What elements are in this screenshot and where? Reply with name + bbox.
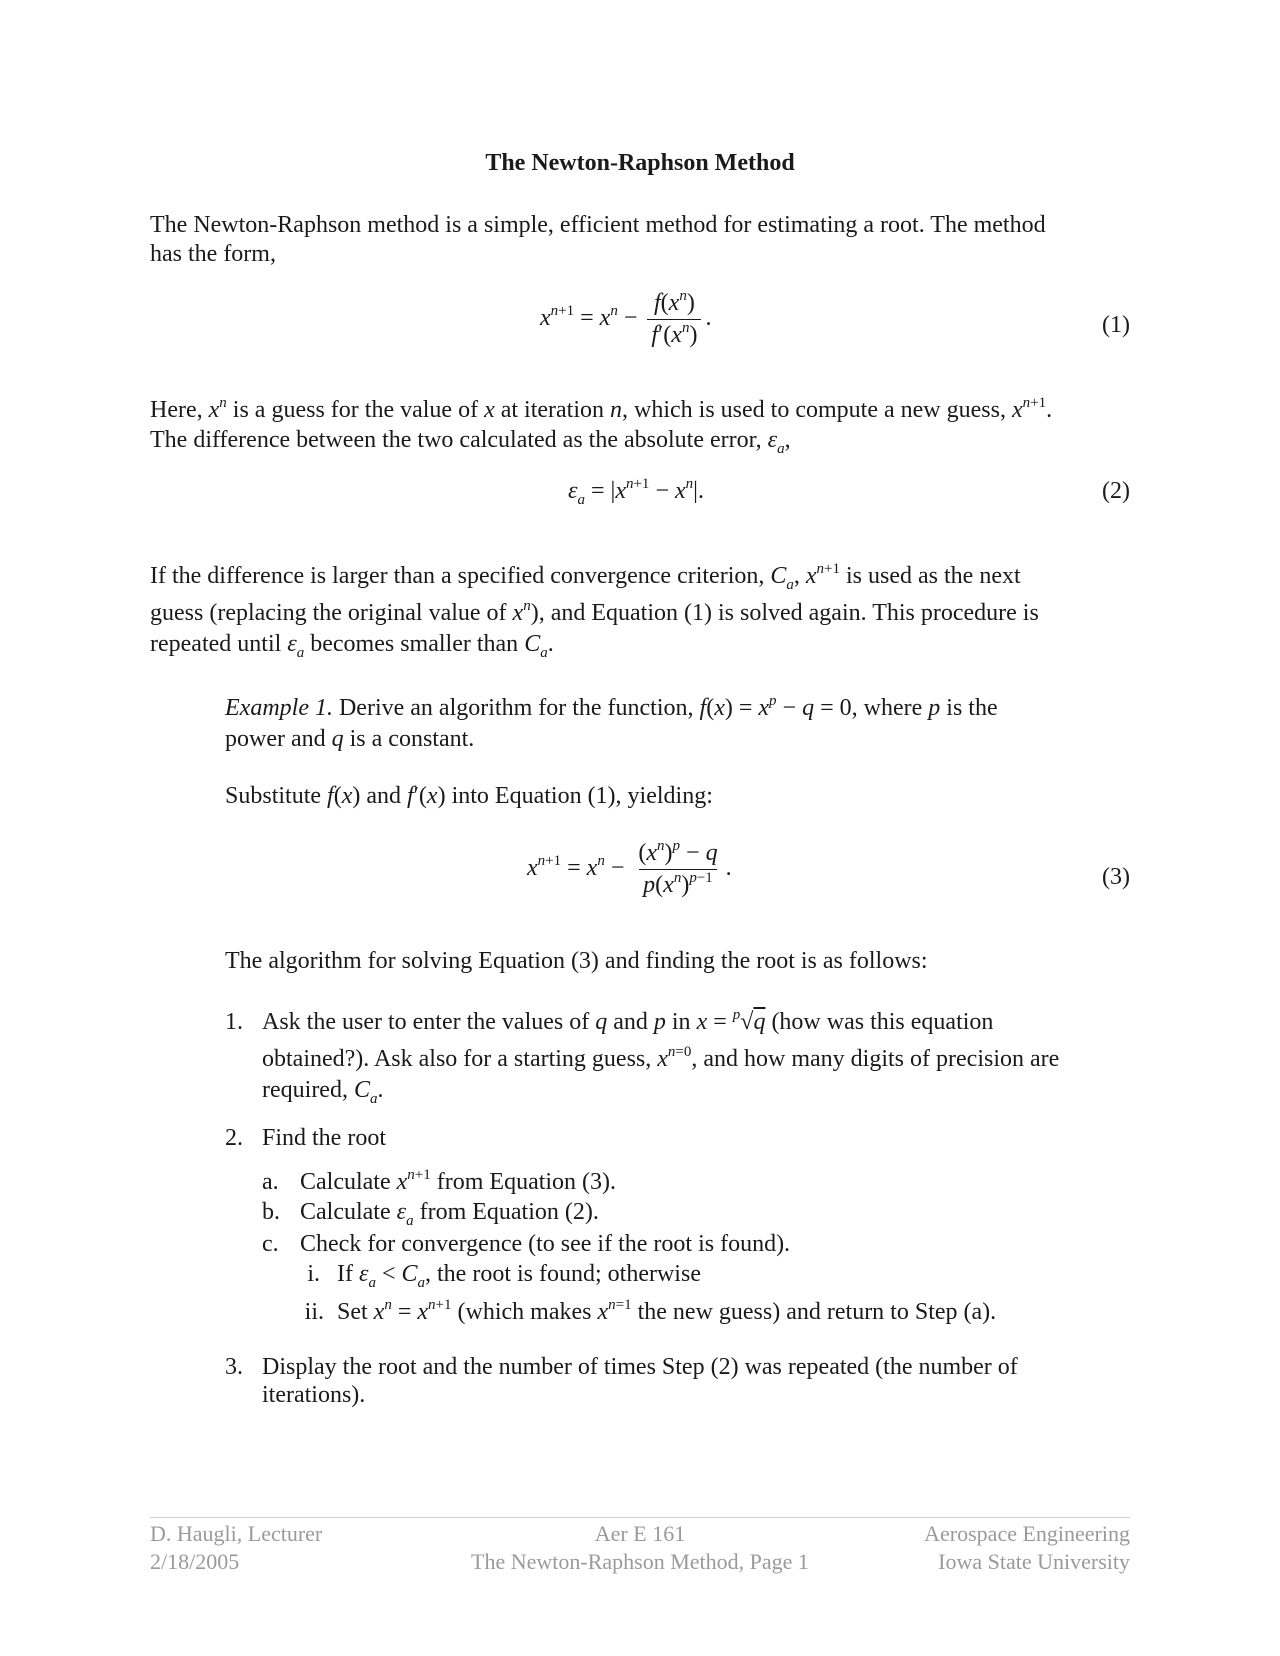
page-title: The Newton-Raphson Method bbox=[485, 150, 795, 176]
footer-author: D. Haugli, Lecturer bbox=[150, 1521, 323, 1546]
footer-dept: Aerospace Engineering bbox=[924, 1521, 1130, 1546]
footer-university: Iowa State University bbox=[938, 1549, 1130, 1574]
intro-line-1: The Newton-Raphson method is a simple, efficient method for estimating a root. The method bbox=[150, 212, 1046, 238]
ifdiff-line-3: repeated until $\varepsilon_a$ becomes smaller than $C_a$. bbox=[150, 631, 554, 661]
algorithm-intro: The algorithm for solving Equation (3) and finding the root is as follows: bbox=[225, 948, 928, 974]
equation-1-number: (1) bbox=[1102, 312, 1130, 338]
example-line-2: power and q is a constant. bbox=[225, 726, 475, 752]
step-1-line-2: obtained?). Ask also for a starting guess, $x^{n=0}$, and how many digits of precision are bbox=[262, 1044, 1060, 1072]
footer-page: The Newton-Raphson Method, Page 1 bbox=[471, 1549, 809, 1574]
footer-date: 2/18/2005 bbox=[150, 1549, 240, 1574]
example-line-1: Example 1. Derive an algorithm for the function, $f(x) = x^p - q = 0$, where p is the bbox=[225, 693, 998, 721]
step-2-title: Find the root bbox=[262, 1125, 386, 1151]
step-2c-text: Check for convergence (to see if the root is found). bbox=[300, 1231, 791, 1257]
step-2a-number: a. bbox=[262, 1169, 279, 1195]
equation-3-number: (3) bbox=[1102, 864, 1130, 890]
footer-divider bbox=[150, 1517, 1130, 1518]
step-3-line-1: Display the root and the number of times Step (2) was repeated (the number of bbox=[262, 1354, 1018, 1380]
step-3-number: 3. bbox=[225, 1354, 243, 1380]
substitute-line: Substitute f(x) and f′(x) into Equation (1), yielding: bbox=[225, 783, 713, 809]
step-2c-ii-number: ii. bbox=[304, 1299, 324, 1325]
step-2b-number: b. bbox=[262, 1199, 280, 1225]
step-1-line-3: required, $C_a$. bbox=[262, 1077, 384, 1107]
step-2c-i-text: If $\varepsilon_a < C_a$, the root is found; otherwise bbox=[337, 1261, 701, 1291]
step-2c-i-number: i. bbox=[307, 1261, 320, 1287]
step-2c-number: c. bbox=[262, 1231, 279, 1257]
intro-line-2: has the form, bbox=[150, 241, 276, 267]
step-2-number: 2. bbox=[225, 1125, 243, 1151]
step-1-number: 1. bbox=[225, 1009, 243, 1035]
ifdiff-line-1: If the difference is larger than a specified convergence criterion, $C_a$, $x^{n+1}$ is used as the next bbox=[150, 561, 1021, 593]
equation-2-body: $\varepsilon_a = |x^{n+1} - x^n|$. bbox=[568, 476, 704, 508]
equation-1-body: $x^{n+1} = x^n$ − $\frac{f(x^n)}{f'(x^n)}$ . bbox=[540, 288, 712, 348]
ifdiff-line-2: guess (replacing the original value of $x^n$), and Equation (1) is solved again. This procedure is bbox=[150, 598, 1039, 626]
step-2a-text: Calculate $x^{n+1}$ from Equation (3). bbox=[300, 1167, 617, 1195]
footer-right bbox=[924, 1520, 1130, 1576]
here-line-2: The difference between the two calculated as the absolute error, $\varepsilon_a$, bbox=[150, 427, 791, 457]
footer-course: Aer E 161 bbox=[594, 1521, 686, 1546]
equation-2-number: (2) bbox=[1102, 478, 1130, 504]
equation-3-body: $x^{n+1} = x^n$ − $\frac{(x^n)^p - q}{p(x^n)^{p-1}}$ . bbox=[527, 838, 732, 898]
step-1-line-1: Ask the user to enter the values of q and p in x = $^p$√q (how was this equation bbox=[262, 1007, 994, 1035]
step-2b-text: Calculate $\varepsilon_a$ from Equation (2). bbox=[300, 1199, 599, 1229]
step-3-line-2: iterations). bbox=[262, 1382, 366, 1408]
step-2c-ii-text: Set $x^n = x^{n+1}$ (which makes $x^{n=1}$ the new guess) and return to Step (a). bbox=[337, 1297, 997, 1325]
here-line-1: Here, $x^n$ is a guess for the value of x at iteration n, which is used to compute a new guess, $x^{n+1}$. bbox=[150, 395, 1053, 423]
